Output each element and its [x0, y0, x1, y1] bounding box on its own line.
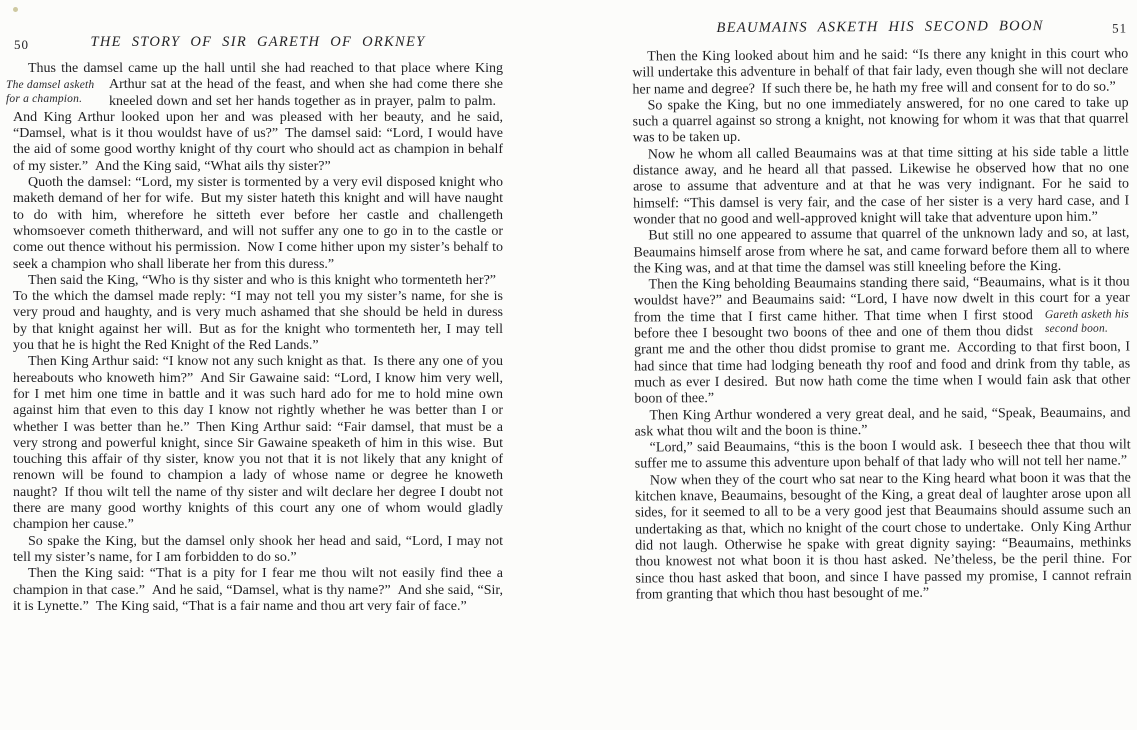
paragraph: Now he whom all called Beaumains was at that time sitting at his side table a little distance away, and he heard all that passed. Likewise he observed how that no one arose to assume that adventure and at that he was very indignant. For he said to himself: “This damsel is very fair, and the case of her sister is a very hard case, and I wonder that no good and well-approved knight will take that adventure upon him.” — [632, 144, 1130, 228]
paragraph: Then the King said: “That is a pity for I fear me thou wilt not easily find thee a champion in that case.” And he said, “Damsel, what is thy name?” And she said, “Sir, it is Lynette.” The King said, “That is a fair name and thou art very fair of face.” — [13, 566, 503, 614]
paragraph-text: Then the King beholding Beaumains standing there said, “Beaumains, what is it thou wouldst have?” and Beaumains said: “Lord, I have now dwelt in this court for a year from the time that I first came hither. — [633, 274, 1130, 326]
paragraph: Now when they of the court who sat near to the King heard what boon it was that the kitchen knave, Beaumains, besought of the King, a great deal of laughter arose upon all sides, for it seemed to all to be a very good jest that Beaumains should assume such an undertaking as that, which no knight of the court chose to undertake. Only King Arthur did not laugh. Otherwise he spake with great dignity saying: “Beaumains, methinks thou knowest not what boon it is thou hast asked. Ne’theless, be the peril thine. For since thou hast asked that boon, and since I have passed my promise, I cannot refrain from granting that which thou hast besought of me.” — [634, 470, 1132, 603]
running-head-left: THE STORY OF SIR GARETH OF ORKNEY — [90, 34, 426, 50]
page-right — [632, 11, 1132, 603]
paragraph-text: Thus the damsel came up the hall until she had reached to that place where King Arthur sat at the head of the feast, and when she had come — [28, 61, 503, 93]
paper-speck — [13, 7, 18, 12]
margin-note-left: The damsel asketh for a champion. — [6, 79, 95, 106]
paragraph: Then King Arthur wondered a very great deal, and he said, “Speak, Beaumains, and ask what thou wilt and the boon is thine.” — [634, 405, 1131, 440]
paragraph: So spake the King, but no one immediately answered, for no one cared to take up such a quarrel against so strong a knight, not knowing for whom it was that that quarrel was to be taken up. — [632, 95, 1129, 146]
margin-note-right: Gareth asketh his second boon. — [1044, 308, 1129, 335]
paragraph: Quoth the damsel: “Lord, my sister is tormented by a very evil disposed knight who maketh demand of her for wife. But my sister hateth this knight and will have naught to do with him, wherefore he sitteth ever before her castle and challengeth whomsoever cometh thitherward, and will not suffer any one to go in to the castle or come out thence without his permission. Now I come hither upon my sister’s behalf to seek a champion who shall liberate her from this duress.” — [13, 175, 503, 272]
paragraph: Then the King looked about him and he said: “Is there any knight in this court who will undertake this adventure in behalf of that fair lady, even though she will not declare her name and degree? If such there be, he hath my free will and consent for to do so.” — [632, 46, 1129, 98]
page-number-right: 51 — [1112, 20, 1128, 36]
paragraph — [634, 275, 1131, 408]
page-body-right — [632, 46, 1131, 603]
paragraph: “Lord,” said Beaumains, “this is the boon I would ask. I beseech thee that thou wilt suffer me to assume this adventure upon behalf of that lady who will not tell her name.” — [634, 437, 1131, 472]
page-body-left — [6, 61, 504, 615]
paragraph: But still no one appeared to assume that quarrel of the unknown lady and so, at last, Beaumains himself arose from where he sat, and came forward before them all to where the King was, and at that time the damsel was still kneeling before the King. — [633, 225, 1130, 277]
page-number-left: 50 — [14, 37, 29, 52]
page-header-right — [632, 17, 1128, 40]
paragraph-text: That time when I first stood before thee I besought two boons of thee and one of them thou didst grant me and the other thou didst promise to grant me. According to that first boon, I had since that time had lodging beneath thy roof and food and drink from thy table, as much as ever I desired. But now hath come the time when I would fain ask that other boon of thee.” — [633, 307, 1131, 407]
paragraph: Then said the King, “Who is thy sister and who is this knight who tormenteth her?” To the which the damsel made reply: “I may not tell you my sister’s name, for she is very proud and haughty, and is very much ashamed that she should be held in duress by that knight against her will. But as for the knight who tormenteth her, I may tell you that he is hight the Red Knight of the Red Lands.” — [13, 272, 503, 354]
running-head-right: BEAUMAINS ASKETH HIS SECOND BOON — [716, 18, 1044, 36]
paragraph: So spake the King, but the damsel only shook her head and said, “Lord, I may not tell my sister’s name, for I am forbidden to do so.” — [13, 533, 503, 565]
paragraph — [6, 61, 504, 175]
page-header-left — [13, 34, 503, 54]
margin-note-container-right — [1045, 308, 1133, 336]
margin-note-container-left — [6, 79, 96, 107]
page-left — [6, 30, 504, 615]
paragraph-text: there she kneeled down and set her hands together as in prayer, palm to palm. And King Arthur looked upon her and was pleased with her beauty, and he said, “Damsel, what is it thou wouldst have of us?” The damsel said: “Lord, I would have the aid of some good worthy knight of thy court who should act as champion in behalf of my sister.” And the King said, “What ails thy sister?” — [13, 77, 504, 174]
paragraph: Then King Arthur said: “I know not any such knight as that. Is there any one of you hereabouts who knoweth him?” And Sir Gawaine said: “Lord, I know him very well, for I met him one time in battle and it was such hard ado for me to hold mine own against him that even to this day I know not rightly whether he was better than I or whether I was better than he.” Then King Arthur said: “Fair damsel, that must be a very strong and powerful knight, since Sir Gawaine speaketh of him in this wise. But touching this affair of thy sister, know you not that it is not likely that any knight of renown will be found to champion a lady of whose name or degree he knoweth naught? If thou wilt tell the name of thy sister and wilt declare her degree I doubt not there are many good worthy knights of this court any one of whom would gladly champion her cause.” — [13, 354, 503, 533]
